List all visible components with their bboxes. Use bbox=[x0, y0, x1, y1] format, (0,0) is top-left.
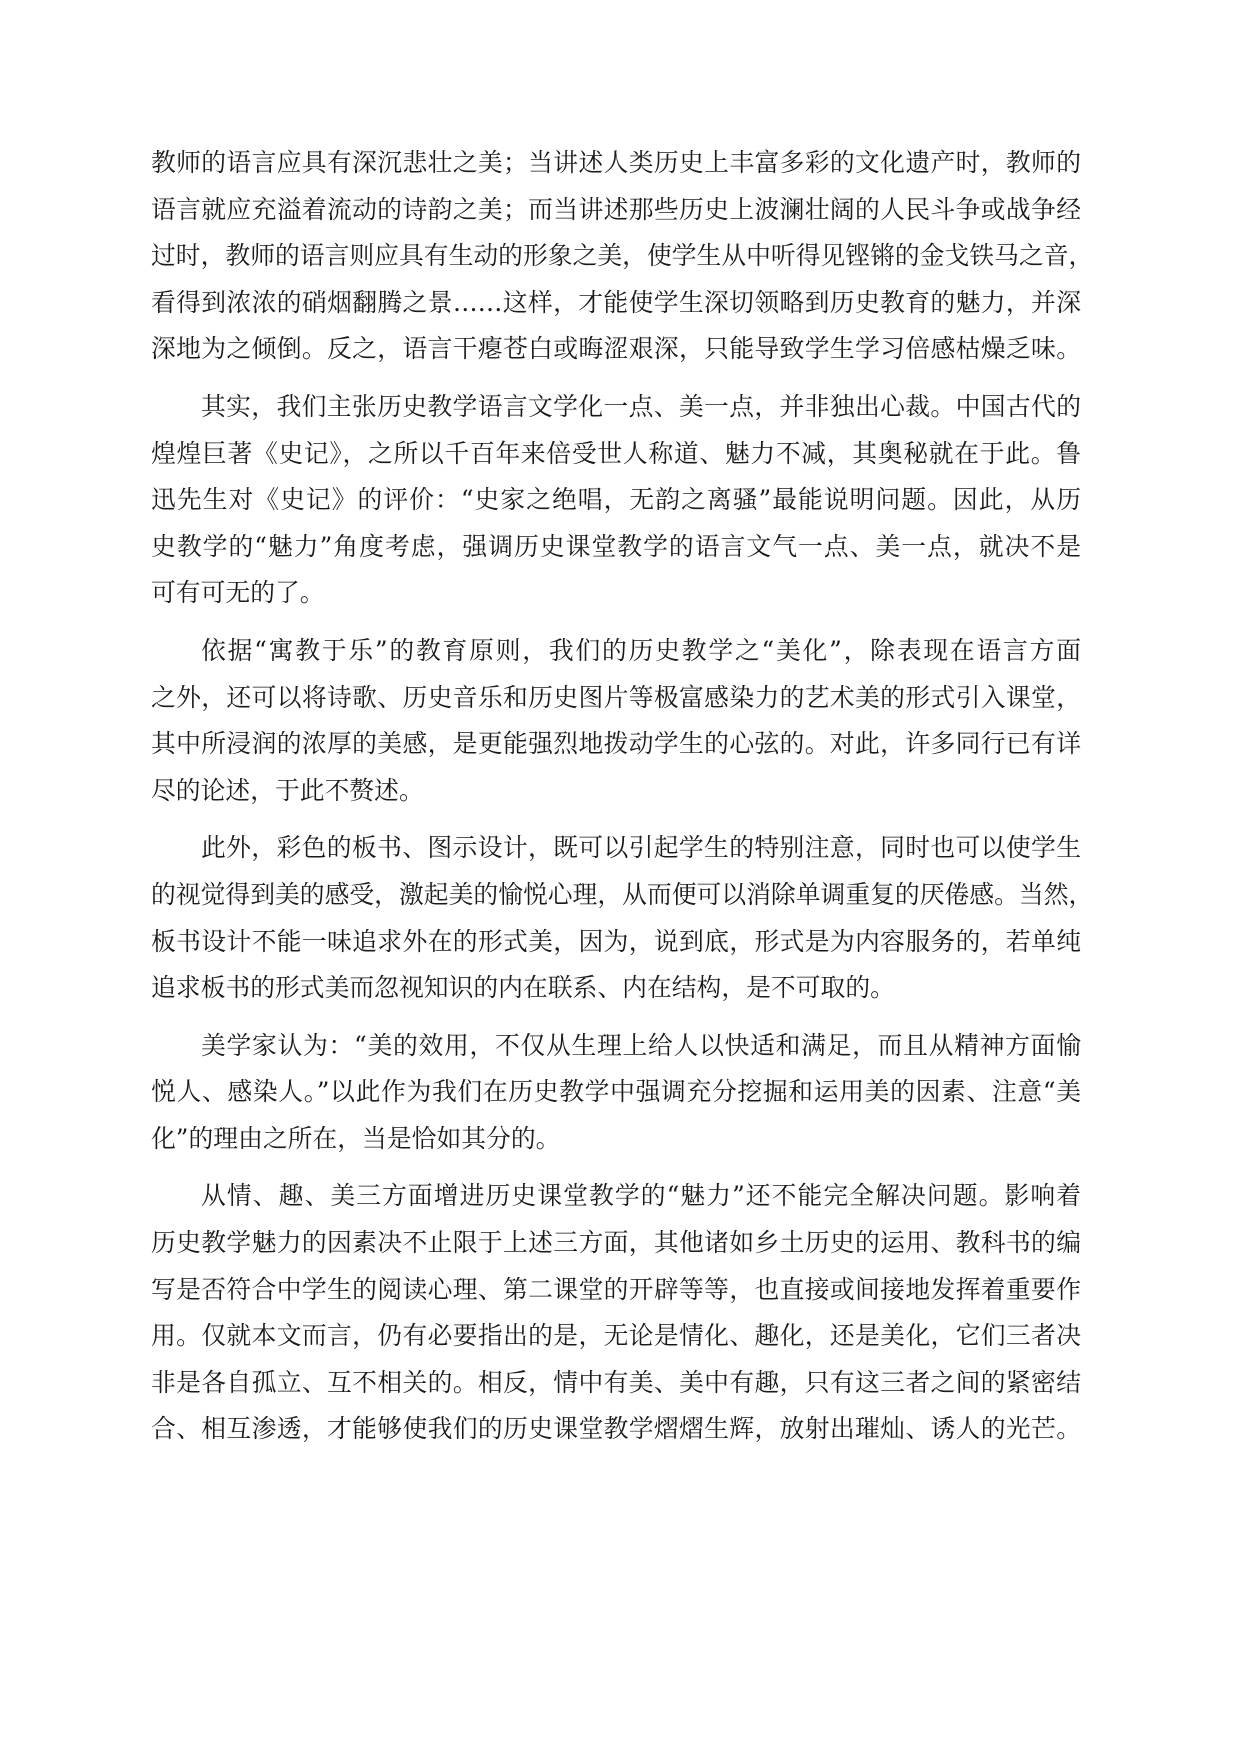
text-line: 板书设计不能一味追求外在的形式美，因为，说到底，形式是为内容服务的，若单纯 bbox=[151, 926, 1081, 956]
text-line: 史教学的“魅力”角度考虑，强调历史课堂教学的语言文气一点、美一点，就决不是 bbox=[151, 531, 1081, 561]
text-line: 化”的理由之所在，当是恰如其分的。 bbox=[151, 1123, 561, 1153]
text-line: 依据“寓教于乐”的教育原则，我们的历史教学之“美化”，除表现在语言方面 bbox=[201, 635, 1081, 665]
text-line: 可有可无的了。 bbox=[151, 578, 325, 608]
document-page bbox=[151, 140, 1094, 1464]
text-line: 迅先生对《史记》的评价：“史家之绝唱，无韵之离骚”最能说明问题。因此，从历 bbox=[151, 485, 1081, 515]
text-line: 之外，还可以将诗歌、历史音乐和历史图片等极富感染力的艺术美的形式引入课堂， bbox=[151, 682, 1081, 712]
text-line: 尽的论述，于此不赘述。 bbox=[151, 775, 424, 805]
text-line: 其中所浸润的浓厚的美感，是更能强烈地拨动学生的心弦的。对此，许多同行已有详 bbox=[151, 729, 1081, 759]
text-line: 美学家认为：“美的效用，不仅从生理上给人以快适和满足，而且从精神方面愉 bbox=[201, 1030, 1081, 1060]
text-line: 悦人、感染人。”以此作为我们在历史教学中强调充分挖掘和运用美的因素、注意“美 bbox=[151, 1077, 1081, 1107]
paragraph-5 bbox=[151, 1023, 1081, 1163]
text-line: 语言就应充溢着流动的诗韵之美；而当讲述那些历史上波澜壮阔的人民斗争或战争经 bbox=[151, 194, 1081, 224]
paragraph-1 bbox=[151, 140, 1094, 373]
paragraph-3 bbox=[151, 628, 1081, 814]
text-line: 历史教学魅力的因素决不止限于上述三方面，其他诸如乡土历史的运用、教科书的编 bbox=[151, 1228, 1081, 1258]
paragraph-4 bbox=[151, 825, 1094, 1011]
text-line: 的视觉得到美的感受，激起美的愉悦心理，从而便可以消除单调重复的厌倦感。当然， bbox=[151, 879, 1094, 909]
paragraph-6 bbox=[151, 1173, 1081, 1453]
paragraph-2 bbox=[151, 384, 1081, 617]
text-line: 看得到浓浓的硝烟翻腾之景……这样，才能使学生深切领略到历史教育的魅力，并深 bbox=[151, 287, 1081, 317]
text-line: 过时，教师的语言则应具有生动的形象之美，使学生从中听得见铿锵的金戈铁马之音， bbox=[151, 241, 1094, 271]
text-line: 写是否符合中学生的阅读心理、第二课堂的开辟等等，也直接或间接地发挥着重要作 bbox=[151, 1274, 1081, 1304]
text-line: 其实，我们主张历史教学语言文学化一点、美一点，并非独出心裁。中国古代的 bbox=[201, 391, 1081, 421]
text-line: 追求板书的形式美而忽视知识的内在联系、内在结构，是不可取的。 bbox=[151, 973, 895, 1003]
text-line: 非是各自孤立、互不相关的。相反，情中有美、美中有趣，只有这三者之间的紧密结 bbox=[151, 1367, 1081, 1397]
text-line: 合、相互渗透，才能够使我们的历史课堂教学熠熠生辉，放射出璀灿、诱人的光芒。 bbox=[151, 1414, 1081, 1444]
text-line: 从情、趣、美三方面增进历史课堂教学的“魅力”还不能完全解决问题。影响着 bbox=[201, 1181, 1081, 1211]
text-line: 此外，彩色的板书、图示设计，既可以引起学生的特别注意，同时也可以使学生 bbox=[201, 833, 1081, 863]
text-line: 教师的语言应具有深沉悲壮之美；当讲述人类历史上丰富多彩的文化遗产时，教师的 bbox=[151, 148, 1081, 177]
text-line: 用。仅就本文而言，仍有必要指出的是，无论是情化、趣化，还是美化，它们三者决 bbox=[151, 1321, 1081, 1351]
text-line: 煌煌巨著《史记》，之所以千百年来倍受世人称道、魅力不减，其奥秘就在于此。鲁 bbox=[151, 438, 1081, 468]
text-line: 深地为之倾倒。反之，语言干瘪苍白或晦涩艰深，只能导致学生学习倍感枯燥乏味。 bbox=[151, 334, 1081, 364]
